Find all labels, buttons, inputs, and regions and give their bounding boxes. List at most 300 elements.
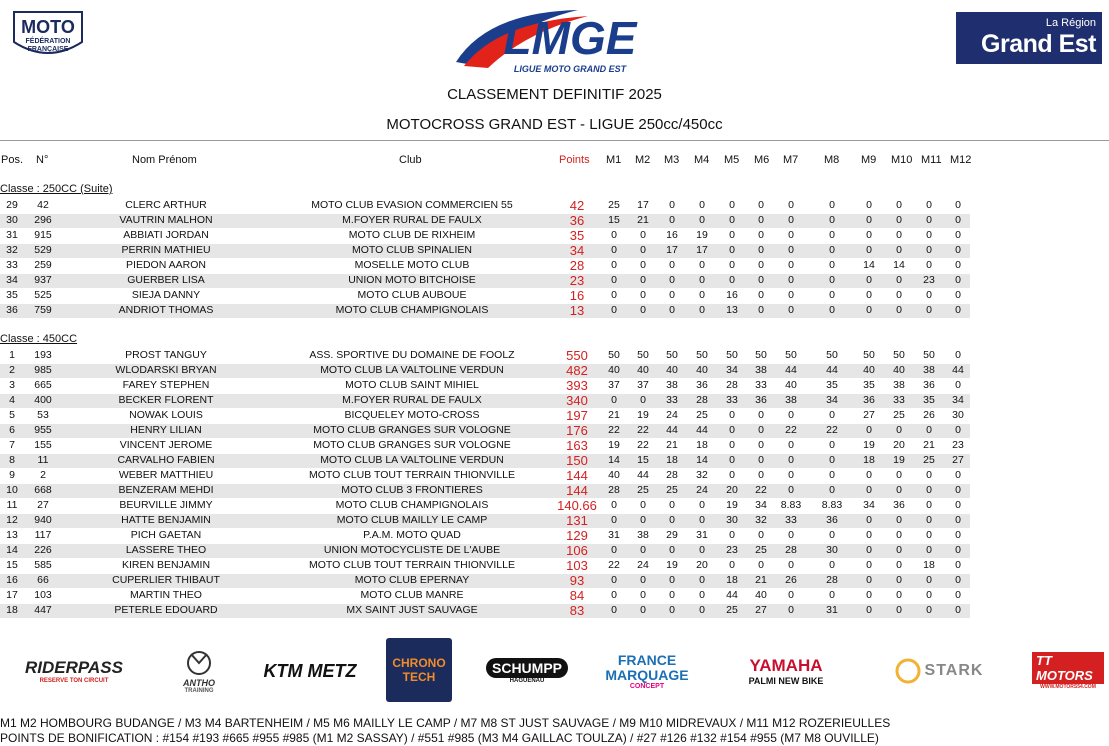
cell-m11: 25 (923, 454, 935, 466)
cell-pos: 33 (6, 259, 18, 271)
cell-m3: 40 (666, 364, 678, 376)
cell-m9: 35 (863, 379, 875, 391)
cell-m1: 0 (611, 574, 617, 586)
cell-num: 585 (34, 559, 52, 571)
cell-m12: 0 (955, 379, 961, 391)
cell-m10: 0 (896, 214, 902, 226)
cell-m4: 0 (699, 259, 705, 271)
cell-pos: 5 (9, 409, 15, 421)
cell-m11: 0 (926, 574, 932, 586)
page-subtitle: MOTOCROSS GRAND EST - LIGUE 250cc/450cc (386, 116, 723, 133)
cell-m11: 0 (926, 289, 932, 301)
table-row (0, 574, 970, 588)
cell-m3: 24 (666, 409, 678, 421)
cell-m5: 18 (726, 574, 738, 586)
cell-m4: 20 (696, 559, 708, 571)
col-num: N° (36, 154, 49, 166)
cell-m9: 0 (866, 274, 872, 286)
region-grand-est-logo (956, 12, 1102, 64)
cell-num: 226 (34, 544, 52, 556)
cell-m7: 0 (788, 304, 794, 316)
cell-m4: 31 (696, 529, 708, 541)
cell-m7: 0 (788, 439, 794, 451)
cell-m3: 0 (669, 289, 675, 301)
cell-m4: 0 (699, 214, 705, 226)
cell-m9: 50 (863, 349, 875, 361)
cell-m2: 17 (637, 199, 649, 211)
cell-pos: 15 (6, 559, 18, 571)
cell-points: 150 (566, 453, 588, 468)
cell-m11: 0 (926, 214, 932, 226)
cell-name: PERRIN MATHIEU (121, 244, 211, 256)
cell-pos: 1 (9, 349, 15, 361)
cell-pos: 18 (6, 604, 18, 616)
cell-m1: 0 (611, 394, 617, 406)
cell-m3: 38 (666, 379, 678, 391)
cell-club: MX SAINT JUST SAUVAGE (346, 604, 478, 616)
cell-points: 131 (566, 513, 588, 528)
cell-m10: 0 (896, 529, 902, 541)
cell-num: 665 (34, 379, 52, 391)
cell-m12: 0 (955, 544, 961, 556)
cell-m11: 0 (926, 589, 932, 601)
cell-m3: 0 (669, 604, 675, 616)
cell-m11: 0 (926, 499, 932, 511)
cell-m8: 0 (829, 409, 835, 421)
col-m9: M9 (861, 154, 877, 166)
col-m2: M2 (635, 154, 651, 166)
cell-m12: 0 (955, 199, 961, 211)
cell-club: ASS. SPORTIVE DU DOMAINE DE FOOLZ (309, 349, 515, 361)
cell-num: 259 (34, 259, 52, 271)
cell-m7: 22 (785, 424, 797, 436)
cell-m9: 0 (866, 289, 872, 301)
cell-pos: 3 (9, 379, 15, 391)
cell-club: MOTO CLUB GRANGES SUR VOLOGNE (313, 439, 511, 451)
cell-m5: 34 (726, 364, 738, 376)
cell-m11: 38 (923, 364, 935, 376)
cell-pos: 31 (6, 229, 18, 241)
section-title-250cc: Classe : 250CC (Suite) (0, 183, 113, 195)
cell-m8: 0 (829, 289, 835, 301)
cell-m8: 0 (829, 559, 835, 571)
cell-pos: 16 (6, 574, 18, 586)
col-m11: M11 (921, 154, 942, 166)
cell-m6: 21 (755, 574, 767, 586)
cell-m1: 40 (608, 469, 620, 481)
cell-club: M.FOYER RURAL DE FAULX (342, 394, 482, 406)
col-pos: Pos. (1, 154, 24, 166)
cell-points: 163 (566, 438, 588, 453)
cell-m11: 0 (926, 244, 932, 256)
cell-m10: 0 (896, 559, 902, 571)
cell-m10: 20 (893, 439, 905, 451)
cell-club: MOTO CLUB LA VALTOLINE VERDUN (320, 364, 504, 376)
cell-name: LASSERE THEO (125, 544, 207, 556)
cell-m6: 0 (758, 259, 764, 271)
cell-m8: 0 (829, 304, 835, 316)
cell-club: MOTO CLUB TOUT TERRAIN THIONVILLE (309, 469, 515, 481)
cell-pos: 11 (6, 499, 18, 511)
cell-num: 117 (34, 529, 52, 541)
cell-m3: 0 (669, 259, 675, 271)
cell-m1: 0 (611, 589, 617, 601)
cell-m5: 0 (729, 469, 735, 481)
cell-m8: 0 (829, 484, 835, 496)
cell-m11: 0 (926, 484, 932, 496)
cell-m4: 36 (696, 379, 708, 391)
cell-m5: 0 (729, 244, 735, 256)
cell-m6: 0 (758, 229, 764, 241)
cell-m10: 0 (896, 289, 902, 301)
cell-m10: 33 (893, 394, 905, 406)
cell-m12: 0 (955, 559, 961, 571)
cell-m7: 28 (785, 544, 797, 556)
sponsor-riderpass-logo: RIDERPASS RESERVE TON CIRCUIT (25, 658, 123, 684)
cell-name: GUERBER LISA (127, 274, 205, 286)
header-divider (0, 140, 1109, 141)
cell-m9: 0 (866, 214, 872, 226)
col-m4: M4 (694, 154, 710, 166)
col-m6: M6 (754, 154, 770, 166)
cell-name: KIREN BENJAMIN (121, 559, 211, 571)
cell-m2: 0 (640, 574, 646, 586)
cell-m7: 44 (785, 364, 797, 376)
cell-m1: 0 (611, 514, 617, 526)
cell-m9: 0 (866, 229, 872, 241)
table-row (0, 244, 970, 258)
cell-m1: 37 (608, 379, 620, 391)
col-m7: M7 (783, 154, 799, 166)
cell-m4: 18 (696, 439, 708, 451)
cell-m1: 15 (608, 214, 620, 226)
cell-pos: 17 (6, 589, 18, 601)
cell-m5: 25 (726, 604, 738, 616)
cell-m9: 0 (866, 559, 872, 571)
cell-m2: 21 (637, 214, 649, 226)
cell-m1: 0 (611, 604, 617, 616)
sponsor-chrono-tech-logo: CHRONO TECH (386, 638, 452, 702)
cell-m9: 0 (866, 199, 872, 211)
cell-m5: 33 (726, 394, 738, 406)
table-row (0, 304, 970, 318)
cell-points: 197 (566, 408, 588, 423)
cell-name: WEBER MATTHIEU (118, 469, 214, 481)
cell-points: 35 (569, 228, 585, 243)
cell-club: M.FOYER RURAL DE FAULX (342, 214, 482, 226)
cell-name: NOWAK LOUIS (129, 409, 203, 421)
cell-m9: 19 (863, 439, 875, 451)
cell-m8: 0 (829, 529, 835, 541)
cell-m4: 0 (699, 499, 705, 511)
cell-m2: 0 (640, 544, 646, 556)
cell-num: 940 (34, 514, 52, 526)
cell-pos: 8 (9, 454, 15, 466)
cell-m7: 0 (788, 469, 794, 481)
cell-m3: 18 (666, 454, 678, 466)
cell-m2: 22 (637, 439, 649, 451)
table-row (0, 484, 970, 498)
cell-points: 16 (569, 288, 585, 303)
cell-m8: 0 (829, 439, 835, 451)
col-m5: M5 (724, 154, 740, 166)
cell-m10: 0 (896, 304, 902, 316)
table-row (0, 214, 970, 228)
cell-m3: 33 (666, 394, 678, 406)
cell-m2: 0 (640, 589, 646, 601)
svg-text:LIGUE MOTO GRAND EST: LIGUE MOTO GRAND EST (513, 64, 627, 74)
table-row (0, 514, 970, 528)
cell-m7: 0 (788, 214, 794, 226)
cell-m8: 0 (829, 244, 835, 256)
cell-m4: 0 (699, 604, 705, 616)
cell-m7: 0 (788, 559, 794, 571)
cell-pos: 12 (6, 514, 18, 526)
cell-club: MOTO CLUB MANRE (360, 589, 464, 601)
cell-m8: 0 (829, 199, 835, 211)
cell-m7: 33 (785, 514, 797, 526)
cell-m6: 40 (755, 589, 767, 601)
cell-points: 103 (566, 558, 588, 573)
table-row (0, 454, 970, 468)
cell-m5: 13 (726, 304, 738, 316)
cell-m9: 0 (866, 574, 872, 586)
cell-club: BICQUELEY MOTO-CROSS (344, 409, 480, 421)
cell-m3: 21 (666, 439, 678, 451)
cell-pos: 14 (6, 544, 18, 556)
cell-club: UNION MOTO BITCHOISE (348, 274, 476, 286)
cell-m3: 28 (666, 469, 678, 481)
cell-m11: 26 (923, 409, 935, 421)
table-row (0, 559, 970, 573)
cell-m2: 0 (640, 394, 646, 406)
col-m12: M12 (950, 154, 972, 166)
cell-m3: 0 (669, 589, 675, 601)
table-row (0, 229, 970, 243)
cell-m2: 0 (640, 274, 646, 286)
sponsor-antho-training-logo: ANTHO TRAINING (166, 636, 232, 706)
cell-m4: 19 (696, 229, 708, 241)
cell-club: MOTO CLUB TOUT TERRAIN THIONVILLE (309, 559, 515, 571)
cell-m1: 50 (608, 349, 620, 361)
cell-pos: 30 (6, 214, 18, 226)
col-m8: M8 (824, 154, 840, 166)
cell-m8: 0 (829, 229, 835, 241)
cell-pos: 6 (9, 424, 15, 436)
cell-m10: 0 (896, 424, 902, 436)
cell-m5: 0 (729, 424, 735, 436)
cell-m5: 0 (729, 559, 735, 571)
cell-m3: 0 (669, 214, 675, 226)
cell-m8: 36 (826, 514, 838, 526)
cell-m12: 0 (955, 259, 961, 271)
cell-pos: 35 (6, 289, 18, 301)
cell-m12: 0 (955, 244, 961, 256)
cell-m6: 0 (758, 559, 764, 571)
footer-events-line: M1 M2 HOMBOURG BUDANGE / M3 M4 BARTENHEIM / M5 M6 MAILLY LE CAMP / M7 M8 ST JUST SAUVAGE / M9 M10 MIDREVAUX / M11 M12 ROZERIEULLES (0, 716, 891, 730)
cell-m1: 0 (611, 499, 617, 511)
table-row (0, 439, 970, 453)
cell-m3: 0 (669, 199, 675, 211)
cell-m7: 0 (788, 484, 794, 496)
cell-m6: 38 (755, 364, 767, 376)
cell-m1: 0 (611, 259, 617, 271)
cell-m9: 0 (866, 244, 872, 256)
cell-club: MOTO CLUB DE RIXHEIM (348, 229, 476, 241)
cell-m6: 0 (758, 274, 764, 286)
cell-pos: 32 (6, 244, 18, 256)
cell-num: 937 (34, 274, 52, 286)
cell-m12: 0 (955, 214, 961, 226)
cell-club: MOTO CLUB GRANGES SUR VOLOGNE (313, 424, 511, 436)
cell-m5: 28 (726, 379, 738, 391)
cell-name: VINCENT JEROME (119, 439, 213, 451)
cell-m7: 0 (788, 229, 794, 241)
cell-m7: 50 (785, 349, 797, 361)
cell-pos: 34 (6, 274, 18, 286)
cell-m6: 27 (755, 604, 767, 616)
sponsor-schumpp-logo: SCHUMPP HAGUENAU (488, 636, 566, 706)
cell-num: 447 (34, 604, 52, 616)
cell-m10: 36 (893, 499, 905, 511)
cell-m1: 31 (608, 529, 620, 541)
cell-club: MOSELLE MOTO CLUB (354, 259, 470, 271)
cell-m7: 0 (788, 259, 794, 271)
cell-num: 193 (34, 349, 52, 361)
cell-m11: 0 (926, 229, 932, 241)
col-m3: M3 (664, 154, 680, 166)
cell-name: CARVALHO FABIEN (117, 454, 215, 466)
cell-m11: 0 (926, 514, 932, 526)
cell-m2: 0 (640, 604, 646, 616)
cell-m1: 0 (611, 244, 617, 256)
cell-m5: 0 (729, 199, 735, 211)
cell-m1: 0 (611, 304, 617, 316)
cell-m4: 28 (696, 394, 708, 406)
cell-club: MOTO CLUB LA VALTOLINE VERDUN (320, 454, 504, 466)
cell-m5: 0 (729, 214, 735, 226)
cell-club: MOTO CLUB AUBOUE (357, 289, 467, 301)
cell-m12: 0 (955, 469, 961, 481)
cell-m11: 18 (923, 559, 935, 571)
cell-m4: 0 (699, 544, 705, 556)
cell-name: PETERLE EDOUARD (114, 604, 218, 616)
cell-points: 176 (566, 423, 588, 438)
cell-m3: 0 (669, 499, 675, 511)
lmge-logo (448, 4, 664, 78)
cell-m5: 16 (726, 289, 738, 301)
cell-m7: 0 (788, 199, 794, 211)
cell-m5: 0 (729, 529, 735, 541)
cell-m8: 34 (826, 394, 838, 406)
cell-m6: 0 (758, 529, 764, 541)
cell-m12: 0 (955, 514, 961, 526)
cell-name: PROST TANGUY (125, 349, 207, 361)
cell-m2: 50 (637, 349, 649, 361)
cell-m1: 22 (608, 424, 620, 436)
sponsor-stark-logo: STARK (882, 636, 996, 706)
cell-m11: 0 (926, 604, 932, 616)
cell-name: ABBIATI JORDAN (123, 229, 209, 241)
cell-num: 2 (40, 469, 46, 481)
col-points: Points (559, 154, 590, 166)
cell-m12: 44 (952, 364, 964, 376)
cell-m1: 25 (608, 199, 620, 211)
cell-m8: 0 (829, 214, 835, 226)
cell-m3: 44 (666, 424, 678, 436)
cell-num: 296 (34, 214, 52, 226)
cell-points: 28 (569, 258, 585, 273)
cell-m3: 50 (666, 349, 678, 361)
cell-club: MOTO CLUB SAINT MIHIEL (345, 379, 479, 391)
cell-m2: 15 (637, 454, 649, 466)
cell-m2: 0 (640, 514, 646, 526)
cell-m1: 14 (608, 454, 620, 466)
svg-text:FÉDÉRATION: FÉDÉRATION (25, 38, 71, 45)
cell-m1: 0 (611, 229, 617, 241)
table-row (0, 199, 970, 213)
sponsors-bar (0, 636, 1109, 708)
cell-pos: 29 (6, 199, 18, 211)
cell-name: PIEDON AARON (126, 259, 206, 271)
cell-name: HENRY LILIAN (130, 424, 202, 436)
cell-points: 550 (566, 348, 588, 363)
cell-m9: 0 (866, 469, 872, 481)
cell-points: 93 (569, 573, 585, 588)
cell-m9: 0 (866, 304, 872, 316)
cell-m12: 34 (952, 394, 964, 406)
cell-m3: 0 (669, 574, 675, 586)
cell-m11: 23 (923, 274, 935, 286)
cell-m2: 19 (637, 409, 649, 421)
cell-m7: 40 (785, 379, 797, 391)
cell-m3: 29 (666, 529, 678, 541)
cell-m9: 18 (863, 454, 875, 466)
sponsor-tt-motors-logo: TT MOTORS WWW.MOTORS54.COM (1032, 636, 1104, 706)
cell-m9: 0 (866, 544, 872, 556)
cell-m6: 0 (758, 214, 764, 226)
cell-m11: 50 (923, 349, 935, 361)
cell-m6: 0 (758, 439, 764, 451)
cell-m5: 50 (726, 349, 738, 361)
cell-m2: 0 (640, 304, 646, 316)
cell-m6: 0 (758, 304, 764, 316)
cell-m8: 0 (829, 589, 835, 601)
cell-num: 27 (37, 499, 49, 511)
col-m1: M1 (606, 154, 622, 166)
cell-m8: 8.83 (821, 499, 843, 511)
cell-club: MOTO CLUB SPINALIEN (351, 244, 472, 256)
cell-m2: 0 (640, 229, 646, 241)
cell-points: 42 (569, 198, 585, 213)
cell-m12: 0 (955, 604, 961, 616)
cell-m4: 44 (696, 424, 708, 436)
cell-name: FAREY STEPHEN (122, 379, 210, 391)
cell-m7: 8.83 (780, 499, 802, 511)
cell-m1: 0 (611, 544, 617, 556)
cell-m7: 38 (785, 394, 797, 406)
cell-m5: 44 (726, 589, 738, 601)
cell-points: 84 (569, 588, 585, 603)
table-row (0, 349, 970, 363)
cell-m10: 0 (896, 574, 902, 586)
cell-m2: 0 (640, 289, 646, 301)
cell-m1: 19 (608, 439, 620, 451)
cell-m8: 50 (826, 349, 838, 361)
cell-m7: 0 (788, 244, 794, 256)
cell-m3: 19 (666, 559, 678, 571)
cell-m6: 33 (755, 379, 767, 391)
